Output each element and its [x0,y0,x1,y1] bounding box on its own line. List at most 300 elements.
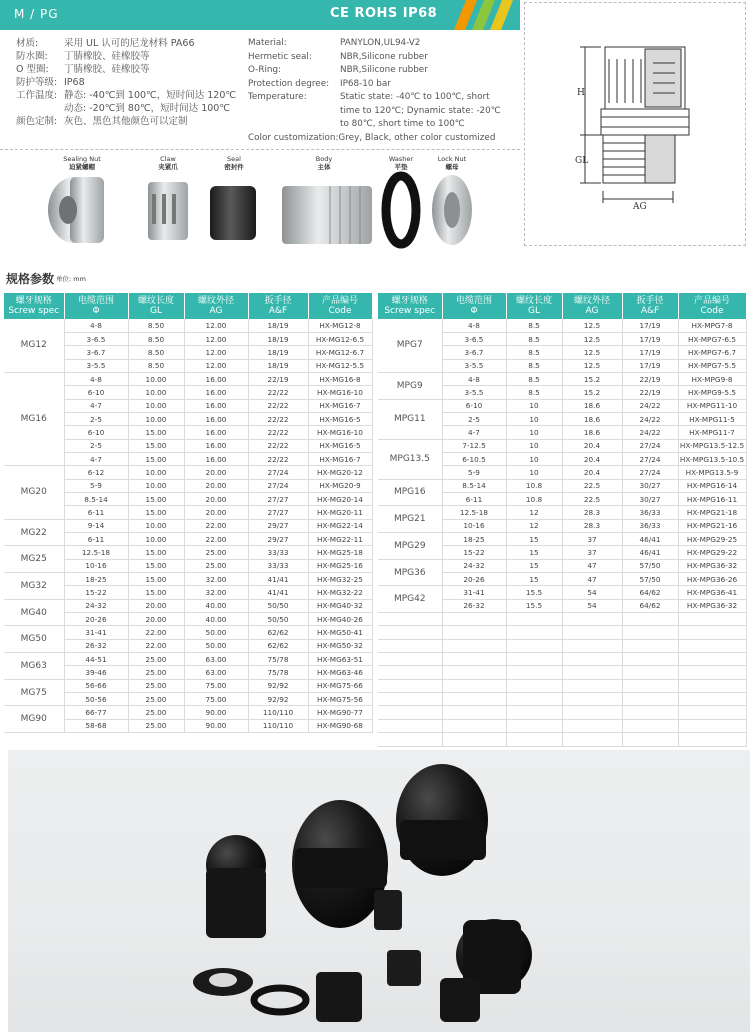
table-cell: 63.00 [184,653,248,666]
table-cell: 12.5-18 [442,506,506,519]
table-cell: 10 [506,466,562,479]
empty-cell [378,653,442,666]
table-cell: 2-5 [64,439,128,452]
empty-cell [442,653,506,666]
table-cell: HX-MG20-11 [308,506,372,519]
empty-cell [562,733,622,746]
table-cell: HX-MPG21-16 [678,519,746,532]
table-cell: HX-MG25-18 [308,546,372,559]
empty-row [378,639,746,652]
product-photo [8,750,750,1032]
spec-cn-row [16,115,236,128]
empty-cell [378,693,442,706]
table-cell: HX-MG90-77 [308,706,372,719]
table-cell: 6-11 [442,492,506,505]
table-cell: 58-68 [64,719,128,732]
empty-cell [378,613,442,626]
spec-en-row [248,132,501,146]
screw-spec-cell: MPG29 [378,533,442,560]
table-row [4,466,372,479]
yellow-stripe [490,0,513,30]
spec-cn-value: 动态: -20℃到 80℃，短时间达 100℃ [64,103,231,114]
spec-cn-value: 丁腈橡胶、硅橡胶等 [64,64,150,75]
part-label-en: Lock Nut [437,155,467,163]
empty-cell [506,693,562,706]
column-header [64,293,128,319]
column-header-cn: 螺纹长度 [137,296,174,306]
spec-en-value: NBR,Silicone rubber [340,65,428,75]
table-cell: 4-8 [64,372,128,385]
empty-cell [442,666,506,679]
table-cell: 36/33 [622,519,678,532]
table-row [4,319,372,332]
spec-en-row [248,91,501,105]
table-cell: 32.00 [184,573,248,586]
spec-cn-label: 防水圈: [16,51,48,62]
spec-cn-label: 材质: [16,38,39,49]
table-cell: 54 [562,586,622,599]
table-cell: 22/22 [248,426,308,439]
table-cell: 26-32 [442,599,506,612]
table-cell: 24/22 [622,399,678,412]
column-header [378,293,442,319]
table-cell: 5-9 [64,479,128,492]
empty-cell [562,639,622,652]
column-header-cn: 产品编号 [693,296,730,306]
table-cell: HX-MPG16-11 [678,492,746,505]
empty-cell [678,653,746,666]
spec-table-title: 规格参数 [6,272,55,286]
table-cell: 10.00 [128,386,184,399]
table-cell: 20.00 [184,506,248,519]
empty-cell [622,626,678,639]
part-label-en: Seal [227,155,241,163]
empty-cell [622,719,678,732]
empty-row [378,613,746,626]
part-label-cn: 主体 [317,163,331,171]
table-cell: 4-8 [442,319,506,332]
table-cell: 4-7 [442,426,506,439]
table-cell: 10.00 [128,372,184,385]
spec-cn-value: IP68 [64,77,85,88]
column-header-en: Code [328,306,352,316]
part-label [52,155,112,171]
screw-spec-cell: MG16 [4,372,64,465]
table-cell: 15 [506,559,562,572]
column-header-cn: 螺纹外径 [197,296,234,306]
table-cell: 63.00 [184,666,248,679]
table-cell: 15 [506,573,562,586]
table-cell: HX-MPG36-41 [678,586,746,599]
header-bar [0,0,520,30]
table-cell: 9-14 [64,519,128,532]
table-cell: HX-MG22-11 [308,533,372,546]
empty-cell [562,706,622,719]
part-label-cn: 夹紧爪 [158,163,178,171]
table-cell: HX-MPG9-5.5 [678,386,746,399]
table-cell: 10-16 [442,519,506,532]
empty-cell [378,706,442,719]
table-cell: 6-10 [64,426,128,439]
spec-cn-label: 颜色定制: [16,116,58,127]
screw-spec-cell: MG50 [4,626,64,653]
table-cell: 2-5 [64,412,128,425]
table-cell: 16.00 [184,399,248,412]
table-cell: 29/27 [248,519,308,532]
empty-cell [622,733,678,746]
table-cell: 22/22 [248,386,308,399]
table-row [378,586,746,599]
table-cell: 25.00 [128,706,184,719]
table-cell: HX-MG32-22 [308,586,372,599]
table-cell: HX-MG16-8 [308,372,372,385]
table-cell: 18/19 [248,346,308,359]
table-cell: 10.00 [128,466,184,479]
table-cell: 4-8 [442,372,506,385]
empty-cell [678,706,746,719]
spec-cn-value: 静态: -40℃到 100℃，短时间达 120℃ [64,90,237,101]
empty-cell [622,666,678,679]
spec-en-value: Color customization:Grey, Black, other color customized [248,132,496,143]
table-cell: 22/19 [622,372,678,385]
empty-cell [678,666,746,679]
screw-spec-cell: MG12 [4,319,64,372]
empty-cell [378,679,442,692]
table-cell: 15.00 [128,586,184,599]
table-cell: 31-41 [64,626,128,639]
spec-en-value: IP68-10 bar [340,78,391,89]
table-cell: 64/62 [622,599,678,612]
table-cell: 27/24 [622,452,678,465]
cable-glands-photo [8,750,750,1032]
table-cell: HX-MG20-12 [308,466,372,479]
table-cell: 8.5 [506,332,562,345]
column-header-en: GL [150,306,162,316]
table-cell: 8.5 [506,346,562,359]
table-cell: 75.00 [184,679,248,692]
table-cell: 17/19 [622,359,678,372]
screw-spec-cell: MG25 [4,546,64,573]
table-cell: 25.00 [128,719,184,732]
table-cell: 17/19 [622,319,678,332]
table-cell: 15.00 [128,452,184,465]
spec-cn-row [16,37,236,50]
table-cell: 8.50 [128,346,184,359]
table-cell: 20-26 [64,613,128,626]
screw-spec-cell: MPG16 [378,479,442,506]
column-header-en: Φ [470,306,478,316]
table-cell: 25.00 [184,559,248,572]
table-cell: 6-12 [64,466,128,479]
part-label [138,155,198,171]
table-row [4,599,372,612]
table-cell: 12.5 [562,359,622,372]
screw-spec-cell: MPG9 [378,372,442,399]
table-cell: 64/62 [622,586,678,599]
spec-cn-label: 工作温度: [16,90,58,101]
dimension-diagram [524,2,746,246]
spec-table-unit: 单位: mm [56,275,86,283]
empty-cell [622,706,678,719]
table-cell: 27/27 [248,506,308,519]
column-header [308,293,372,319]
table-cell: 22/22 [248,412,308,425]
table-cell: 6-10 [64,386,128,399]
table-cell: 20.00 [184,479,248,492]
table-cell: 37 [562,533,622,546]
table-cell: 92/92 [248,693,308,706]
part-label-cn: 密封件 [224,163,244,171]
empty-cell [678,626,746,639]
empty-cell [442,679,506,692]
table-cell: 22.5 [562,492,622,505]
empty-cell [506,666,562,679]
spec-cn-row [16,102,236,115]
table-cell: 41/41 [248,573,308,586]
table-cell: 57/50 [622,559,678,572]
spec-en-value: NBR,Silicone rubber [340,51,428,62]
column-header-cn: 螺牙规格 [15,296,52,306]
table-cell: 10.8 [506,492,562,505]
empty-cell [678,639,746,652]
table-row [4,573,372,586]
table-cell: 47 [562,573,622,586]
table-cell: HX-MPG11-5 [678,412,746,425]
table-cell: 57/50 [622,573,678,586]
column-header-en: Screw spec [8,306,60,316]
table-cell: 15.00 [128,559,184,572]
part-label [294,155,354,171]
table-cell: HX-MG16-10 [308,426,372,439]
empty-cell [622,639,678,652]
table-cell: 12.00 [184,359,248,372]
table-cell: 56-66 [64,679,128,692]
table-cell: 90.00 [184,706,248,719]
table-cell: 27/24 [248,479,308,492]
table-cell: 4-7 [64,399,128,412]
table-cell: HX-MPG7-6.7 [678,346,746,359]
table-row [4,653,372,666]
table-row [4,546,372,559]
table-cell: 3-6.7 [64,346,128,359]
table-cell: 29/27 [248,533,308,546]
table-cell: HX-MG16-10 [308,386,372,399]
part-label-cn: 平垫 [394,163,408,171]
column-header-cn: 螺牙规格 [391,296,428,306]
table-cell: 33/33 [248,546,308,559]
spec-cn-row [16,89,236,102]
table-cell: 8.50 [128,319,184,332]
table-cell: 50/50 [248,613,308,626]
table-cell: HX-MPG11-7 [678,426,746,439]
part-label-en: Sealing Nut [63,155,101,163]
part-label [204,155,264,171]
column-header-en: AG [209,306,223,316]
column-header [442,293,506,319]
empty-row [378,626,746,639]
table-row [378,479,746,492]
table-row [378,439,746,452]
empty-cell [378,733,442,746]
table-cell: 27/27 [248,492,308,505]
spec-cn-row [16,50,236,63]
table-cell: 3-6.5 [64,332,128,345]
table-cell: HX-MG75-66 [308,679,372,692]
table-cell: 20.4 [562,452,622,465]
table-cell: 10.8 [506,479,562,492]
table-cell: 4-7 [64,452,128,465]
table-cell: 18-25 [442,533,506,546]
screw-spec-cell: MG20 [4,466,64,519]
part-label-en: Claw [160,155,176,163]
table-cell: 16.00 [184,426,248,439]
table-cell: 15.00 [128,426,184,439]
table-cell: 66-77 [64,706,128,719]
pg-spec-table [378,293,747,747]
table-cell: 27/24 [622,466,678,479]
table-cell: 15.00 [128,492,184,505]
empty-cell [442,706,506,719]
table-row [4,679,372,692]
table-cell: 22/19 [622,386,678,399]
spec-en-label: Hermetic seal: [248,51,312,62]
table-cell: 40.00 [184,613,248,626]
table-cell: HX-MPG16-14 [678,479,746,492]
empty-row [378,719,746,732]
empty-row [378,679,746,692]
table-cell: HX-MG63-46 [308,666,372,679]
table-cell: 75/78 [248,666,308,679]
table-cell: 18/19 [248,319,308,332]
spec-cn-value: 丁腈橡胶、硅橡胶等 [64,51,150,62]
table-row [4,626,372,639]
table-cell: 22.00 [128,639,184,652]
table-cell: 8.50 [128,332,184,345]
screw-spec-cell: MPG21 [378,506,442,533]
empty-cell [562,626,622,639]
empty-cell [442,613,506,626]
column-header [4,293,64,319]
screw-spec-cell: MPG42 [378,586,442,613]
table-cell: 28.3 [562,506,622,519]
table-cell: 110/110 [248,719,308,732]
empty-cell [442,639,506,652]
spec-cn-value: 灰色、黑色其他颜色可以定制 [64,116,188,127]
screw-spec-cell: MG75 [4,679,64,706]
table-cell: HX-MPG36-26 [678,573,746,586]
table-cell: 12.00 [184,346,248,359]
table-cell: 12 [506,506,562,519]
column-header-cn: 螺纹外径 [573,296,610,306]
spec-cn-row [16,76,236,89]
empty-cell [678,613,746,626]
column-header-cn: 电缆范围 [455,296,492,306]
empty-cell [678,693,746,706]
table-cell: 20.00 [184,466,248,479]
table-cell: 15-22 [64,586,128,599]
empty-cell [678,733,746,746]
table-row [378,372,746,385]
table-cell: HX-MPG13.5-12.5 [678,439,746,452]
table-cell: HX-MG12-6.5 [308,332,372,345]
table-cell: 10 [506,426,562,439]
cable-gland-drawing [525,3,747,247]
screw-spec-cell: MG63 [4,653,64,680]
m-spec-table [4,293,373,733]
table-cell: 15.5 [506,586,562,599]
column-header-en: A&F [640,306,660,316]
table-cell: 24/22 [622,426,678,439]
empty-cell [562,679,622,692]
table-cell: 18/19 [248,332,308,345]
screw-spec-cell: MG90 [4,706,64,733]
table-cell: HX-MG16-7 [308,452,372,465]
specs-english [248,37,501,145]
spec-en-row [248,105,501,119]
table-cell: 8.50 [128,359,184,372]
spec-en-label: Material: [248,38,287,48]
series-title: M / PG [14,7,59,21]
table-cell: HX-MPG9-8 [678,372,746,385]
part-label-en: Body [315,155,333,163]
part-label-en: Washer [388,155,414,163]
table-cell: 2-5 [442,412,506,425]
table-cell: HX-MPG21-18 [678,506,746,519]
table-cell: 10-16 [64,559,128,572]
table-cell: 22/22 [248,452,308,465]
table-cell: 27/24 [622,439,678,452]
column-header-en: Φ [92,306,100,316]
column-header-cn: 电缆范围 [77,296,114,306]
empty-row [378,693,746,706]
table-cell: 37 [562,546,622,559]
table-cell: HX-MG12-5.5 [308,359,372,372]
table-cell: HX-MG25-16 [308,559,372,572]
screw-spec-cell: MPG11 [378,399,442,439]
table-cell: 41/41 [248,586,308,599]
table-cell: HX-MPG13.5-10.5 [678,452,746,465]
table-cell: 18.6 [562,399,622,412]
table-cell: 32.00 [184,586,248,599]
column-header-en: Code [700,306,724,316]
ag-label: AG [633,202,647,212]
table-cell: 24-32 [442,559,506,572]
table-cell: 6-11 [64,506,128,519]
table-cell: HX-MG12-6.7 [308,346,372,359]
empty-cell [442,719,506,732]
screw-spec-cell: MG40 [4,599,64,626]
part-label-cn: 螺母 [445,163,459,171]
empty-cell [506,679,562,692]
table-cell: 10.00 [128,479,184,492]
table-cell: 6-10 [442,399,506,412]
table-cell: 16.00 [184,439,248,452]
spec-en-label: Temperature: [248,92,307,102]
table-cell: 10.00 [128,412,184,425]
table-cell: 62/62 [248,639,308,652]
spec-cn-row [16,63,236,76]
spec-en-value: PANYLON,UL94-V2 [340,38,421,48]
table-cell: 24/22 [622,412,678,425]
table-cell: 20.00 [128,599,184,612]
washer-image [386,176,416,244]
column-header-en: Screw spec [384,306,436,316]
table-cell: 15-22 [442,546,506,559]
table-cell: 8.5 [506,359,562,372]
table-cell: 10 [506,439,562,452]
column-header [678,293,746,319]
table-cell: 3-6.7 [442,346,506,359]
